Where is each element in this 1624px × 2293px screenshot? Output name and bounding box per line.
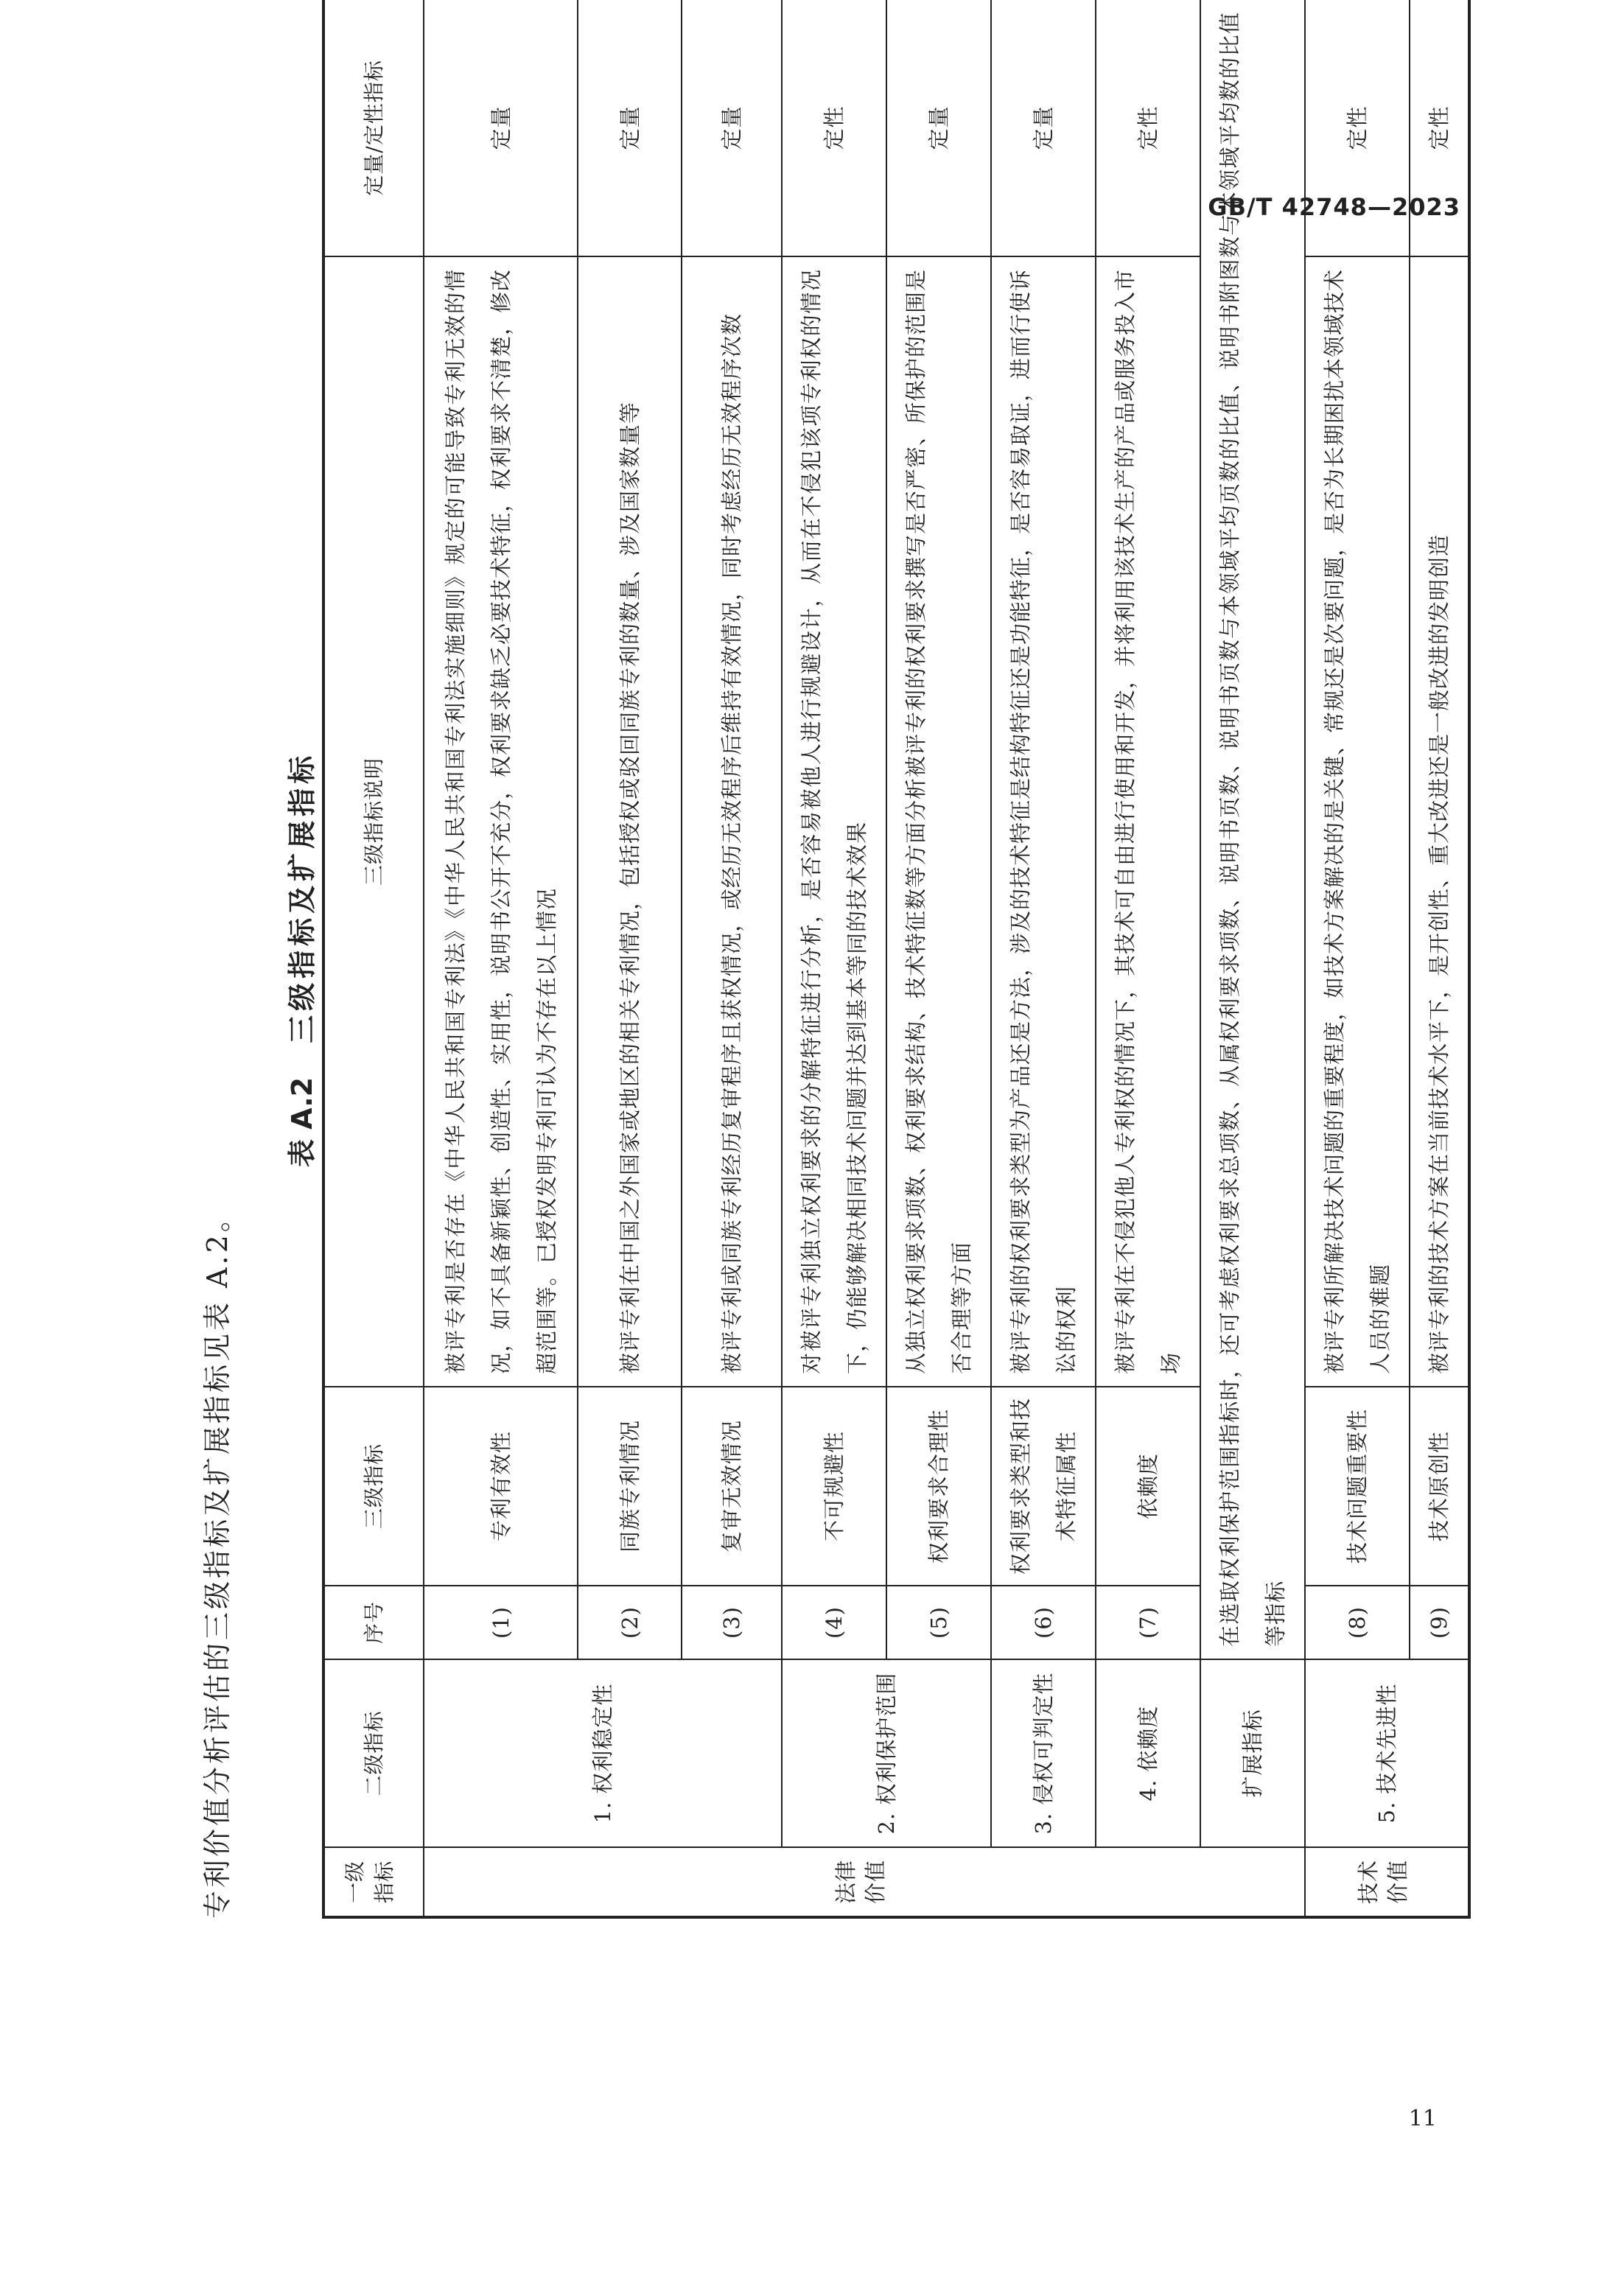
row-seq: (6)	[991, 1586, 1096, 1659]
row-type: 定性	[1305, 0, 1410, 256]
row-type: 定性	[1410, 0, 1469, 256]
table-row	[782, 0, 886, 1917]
group-tech: 技术价值	[1305, 1847, 1469, 1917]
level2-infringe: 3. 侵权可判定性	[991, 1659, 1096, 1847]
row-name: 技术问题重要性	[1305, 1387, 1410, 1586]
row-name: 技术原创性	[1410, 1387, 1469, 1586]
header-desc: 三级指标说明	[323, 256, 424, 1387]
header-level1: 一级指标	[323, 1847, 424, 1917]
row-type: 定量	[886, 0, 991, 256]
level2-stability: 1. 权利稳定性	[424, 1659, 782, 1847]
row-type: 定性	[782, 0, 886, 256]
index-table	[322, 0, 1471, 1919]
row-name: 复审无效情况	[682, 1387, 782, 1586]
table-row	[1410, 0, 1469, 1917]
row-type: 定量	[578, 0, 682, 256]
row-desc: 被评专利所解决技术问题的重要程度，如技术方案解决的是关键、常规还是次要问题，是否为长期困扰本领域技术人员的难题	[1305, 256, 1410, 1387]
level2-advance: 5. 技术先进性	[1305, 1659, 1469, 1847]
header-level2: 二级指标	[323, 1659, 424, 1847]
row-desc: 被评专利在中国之外国家或地区的相关专利情况，包括授权或驳回同族专利的数量、涉及国家数量等	[578, 256, 682, 1387]
row-desc: 被评专利或同族专利经历复审程序且获权情况，或经历无效程序后维持有效情况，同时考虑经历无效程序次数	[682, 256, 782, 1387]
row-name: 权利要求合理性	[886, 1387, 991, 1586]
row-name: 不可规避性	[782, 1387, 886, 1586]
header-type: 定量/定性指标	[323, 0, 424, 256]
table-row-extension	[1200, 0, 1305, 1917]
row-seq: (2)	[578, 1586, 682, 1659]
index-table-wrapper	[322, 0, 1452, 1919]
row-seq: (7)	[1096, 1586, 1200, 1659]
row-seq: (9)	[1410, 1586, 1469, 1659]
row-name: 权利要求类型和技术特征属性	[991, 1387, 1096, 1586]
header-seq: 序号	[323, 1586, 424, 1659]
table-row	[991, 0, 1096, 1917]
caption-number: 表 A.2	[285, 1077, 318, 1168]
table-row	[424, 0, 578, 1917]
row-desc: 从独立权利要求项数、权利要求结构、技术特征数等方面分析被评专利的权利要求撰写是否严密、所保护的范围是否合理等方面	[886, 256, 991, 1387]
level2-dependency: 4. 依赖度	[1096, 1659, 1200, 1847]
row-desc: 被评专利是否存在《中华人民共和国专利法》《中华人民共和国专利法实施细则》规定的可能导致专利无效的情况，如不具备新颖性、创造性、实用性，说明书公开不充分，权利要求缺乏必要技术特征，权利要求不清楚，修改超范围等。已授权发明专利可认为不存在以上情况	[424, 256, 578, 1387]
table-header-row	[323, 0, 424, 1917]
row-type: 定性	[1096, 0, 1200, 256]
row-seq: (8)	[1305, 1586, 1410, 1659]
level2-scope: 2. 权利保护范围	[782, 1659, 991, 1847]
caption-title: 三级指标及扩展指标	[285, 751, 318, 1043]
header-level3: 三级指标	[323, 1387, 424, 1586]
page-number: 11	[1408, 2106, 1437, 2132]
standard-number: GB/T 42748—2023	[1208, 193, 1460, 221]
table-row	[1305, 0, 1410, 1917]
row-desc: 被评专利的权利要求类型为产品还是方法，涉及的技术特征是结构特征还是功能特征，是否容易取证，进而行使诉讼的权利	[991, 256, 1096, 1387]
level2-ext: 扩展指标	[1200, 1659, 1305, 1847]
row-desc: 被评专利的技术方案在当前技术水平下，是开创性、重大改进还是一般改进的发明创造	[1410, 256, 1469, 1387]
row-type: 定量	[682, 0, 782, 256]
table-row	[886, 0, 991, 1917]
row-name: 专利有效性	[424, 1387, 578, 1586]
ext-desc: 在选取权利保护范围指标时，还可考虑权利要求总项数、从属权利要求项数、说明书页数、说明书页数与本领域平均页数的比值、说明书附图数与本领域平均数的比值等指标	[1200, 0, 1305, 1659]
intro-text: 专利价值分析评估的三级指标及扩展指标见表 A.2。	[200, 1201, 234, 1919]
row-seq: (5)	[886, 1586, 991, 1659]
row-desc: 被评专利在不侵犯他人专利权的情况下，其技术可自由进行使用和开发，并将利用该技术生产的产品或服务投入市场	[1096, 256, 1200, 1387]
table-row	[578, 0, 682, 1917]
row-seq: (1)	[424, 1586, 578, 1659]
row-desc: 对被评专利独立权利要求的分解特征进行分析，是否容易被他人进行规避设计，从而在不侵犯该项专利权的情况下，仍能够解决相同技术问题并达到基本等同的技术效果	[782, 256, 886, 1387]
table-row	[1096, 0, 1200, 1917]
intro-text-block	[185, 0, 244, 1919]
table-caption	[270, 0, 329, 1919]
row-type: 定量	[424, 0, 578, 256]
row-seq: (4)	[782, 1586, 886, 1659]
table-row	[682, 0, 782, 1917]
row-name: 依赖度	[1096, 1387, 1200, 1586]
row-name: 同族专利情况	[578, 1387, 682, 1586]
row-seq: (3)	[682, 1586, 782, 1659]
group-legal: 法律价值	[424, 1847, 1305, 1917]
row-type: 定量	[991, 0, 1096, 256]
